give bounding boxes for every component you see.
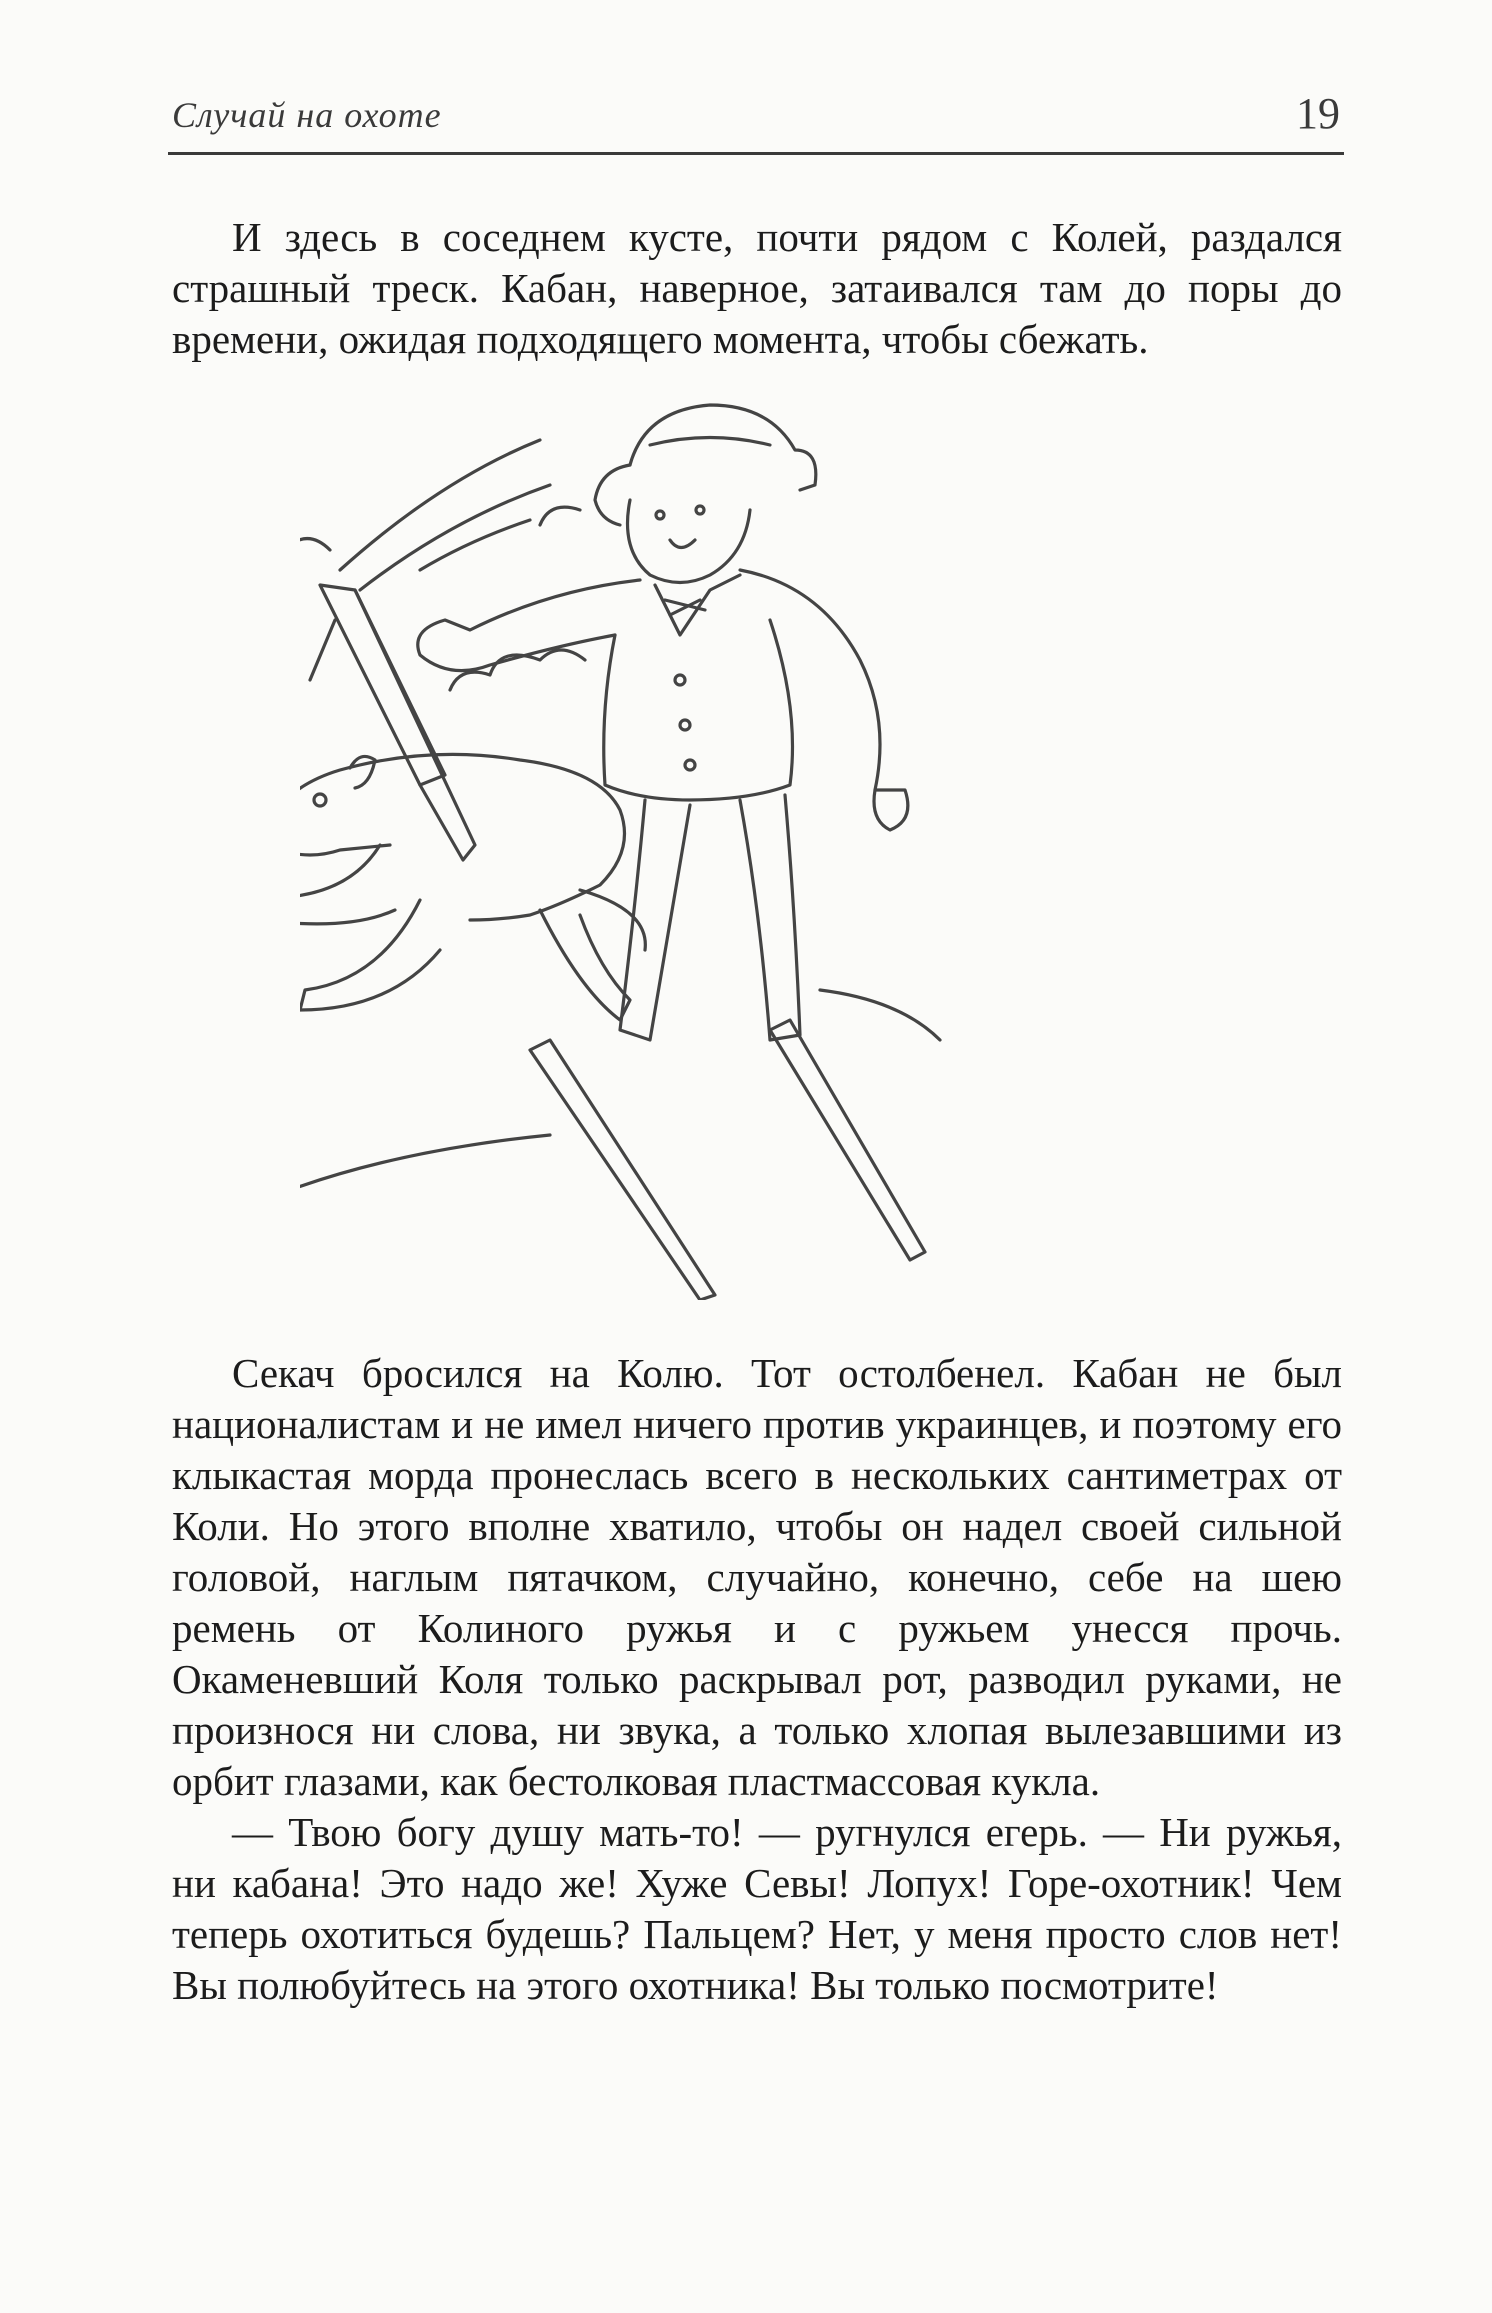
text-block-top (172, 212, 1342, 365)
drawing (300, 390, 1200, 1300)
paragraph: И здесь в соседнем кусте, почти рядом с Колей, раздался страшный треск. Кабан, наверное, затаивался там до поры до времени, ожидая подходящего момента, чтобы сбежать. (172, 214, 1342, 362)
text-block-bottom (172, 1348, 1342, 2011)
paragraph: Секач бросился на Колю. Тот остолбенел. Кабан не был националистам и не имел ничего против украинцев, и поэтому его клыкастая морда пронеслась всего в нескольких сантиметрах от Коли. Но этого вполне хватило, чтобы он надел своей сильной головой, наглым пятачком, случайно, конечно, себе на шею ремень от Колиного ружья и с ружьем унесся прочь. Окаменевший Коля только раскрывал рот, разводил руками, не произнося ни слова, ни звука, а только хлопая вылезавшими из орбит глазами, как бестолковая пластмассовая кукла. (172, 1350, 1342, 1804)
illustration-hunter-and-boar (300, 390, 1200, 1300)
chapter-title: Случай на охоте (172, 95, 442, 135)
page-number: 19 (1296, 89, 1340, 138)
running-header (168, 89, 1344, 155)
paragraph: — Твою богу душу мать-то! — ругнулся егерь. — Ни ружья, ни кабана! Это надо же! Хуже Севы! Лопух! Горе-охотник! Чем теперь охотиться будешь? Пальцем? Нет, у меня просто слов нет! Вы полюбуйтесь на этого охотника! Вы только посмотрите! (172, 1809, 1342, 2008)
